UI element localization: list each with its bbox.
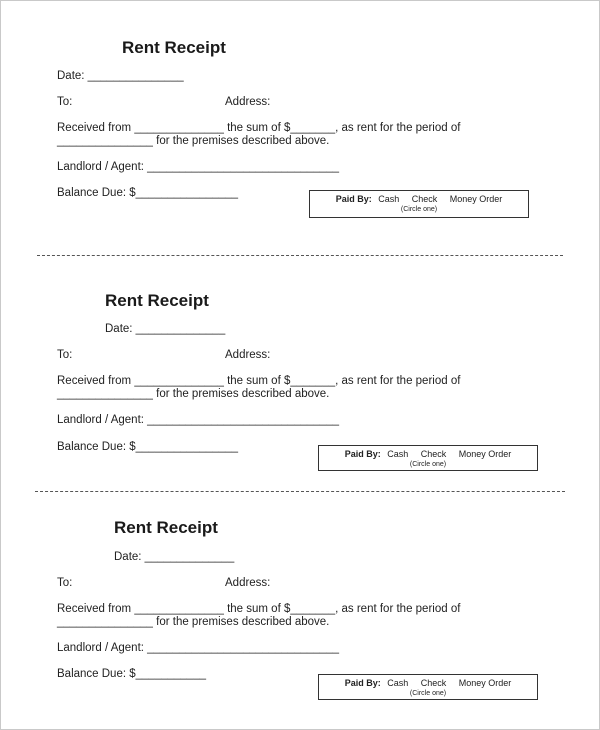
balance-due-line: Balance Due: $________________ (57, 441, 238, 453)
landlord-agent-line: Landlord / Agent: ______________________________ (57, 642, 340, 654)
balance-due-line: Balance Due: $___________ (57, 668, 206, 680)
to-field: To: (57, 577, 73, 589)
received-from-line: Received from ______________ the sum of $_______, as rent for the period of (57, 603, 461, 615)
paid-by-label: Paid By: (344, 449, 381, 459)
circle-one-note: (Circle one) (409, 461, 447, 468)
paid-by-row (319, 678, 537, 689)
paid-by-label: Paid By: (344, 678, 381, 688)
paid-by-box (309, 190, 529, 218)
receipt-title: Rent Receipt (114, 518, 218, 537)
circle-one-note: (Circle one) (409, 690, 447, 697)
receipt-title: Rent Receipt (105, 291, 209, 310)
paid-by-row (319, 449, 537, 460)
address-field: Address: (225, 349, 271, 361)
paid-option-cash: Cash (387, 678, 409, 688)
paid-by-box (318, 674, 538, 700)
premises-line: _______________ for the premises described above. (57, 388, 330, 400)
paid-option-money-order: Money Order (458, 449, 512, 459)
paid-option-money-order: Money Order (449, 194, 503, 204)
address-field: Address: (225, 96, 271, 108)
to-field: To: (57, 96, 73, 108)
paid-by-label: Paid By: (335, 194, 372, 204)
paid-option-cash: Cash (387, 449, 409, 459)
received-from-line: Received from ______________ the sum of $_______, as rent for the period of (57, 122, 461, 134)
address-field: Address: (225, 577, 271, 589)
paid-option-money-order: Money Order (458, 678, 512, 688)
premises-line: _______________ for the premises described above. (57, 135, 330, 147)
landlord-agent-line: Landlord / Agent: ______________________________ (57, 161, 340, 173)
cut-line-divider (35, 491, 565, 492)
paid-option-check: Check (420, 449, 447, 459)
circle-one-note: (Circle one) (400, 206, 438, 213)
receipt-title: Rent Receipt (122, 38, 226, 57)
to-field: To: (57, 349, 73, 361)
landlord-agent-line: Landlord / Agent: ______________________________ (57, 414, 340, 426)
premises-line: _______________ for the premises described above. (57, 616, 330, 628)
date-field: Date: _______________ (57, 70, 184, 82)
paid-by-box (318, 445, 538, 471)
date-field: Date: ______________ (114, 551, 235, 563)
paid-option-check: Check (411, 194, 438, 204)
date-field: Date: ______________ (105, 323, 226, 335)
cut-line-divider (37, 255, 563, 256)
paid-by-row (310, 194, 528, 205)
balance-due-line: Balance Due: $________________ (57, 187, 238, 199)
received-from-line: Received from ______________ the sum of $_______, as rent for the period of (57, 375, 461, 387)
paid-option-check: Check (420, 678, 447, 688)
paid-option-cash: Cash (378, 194, 400, 204)
